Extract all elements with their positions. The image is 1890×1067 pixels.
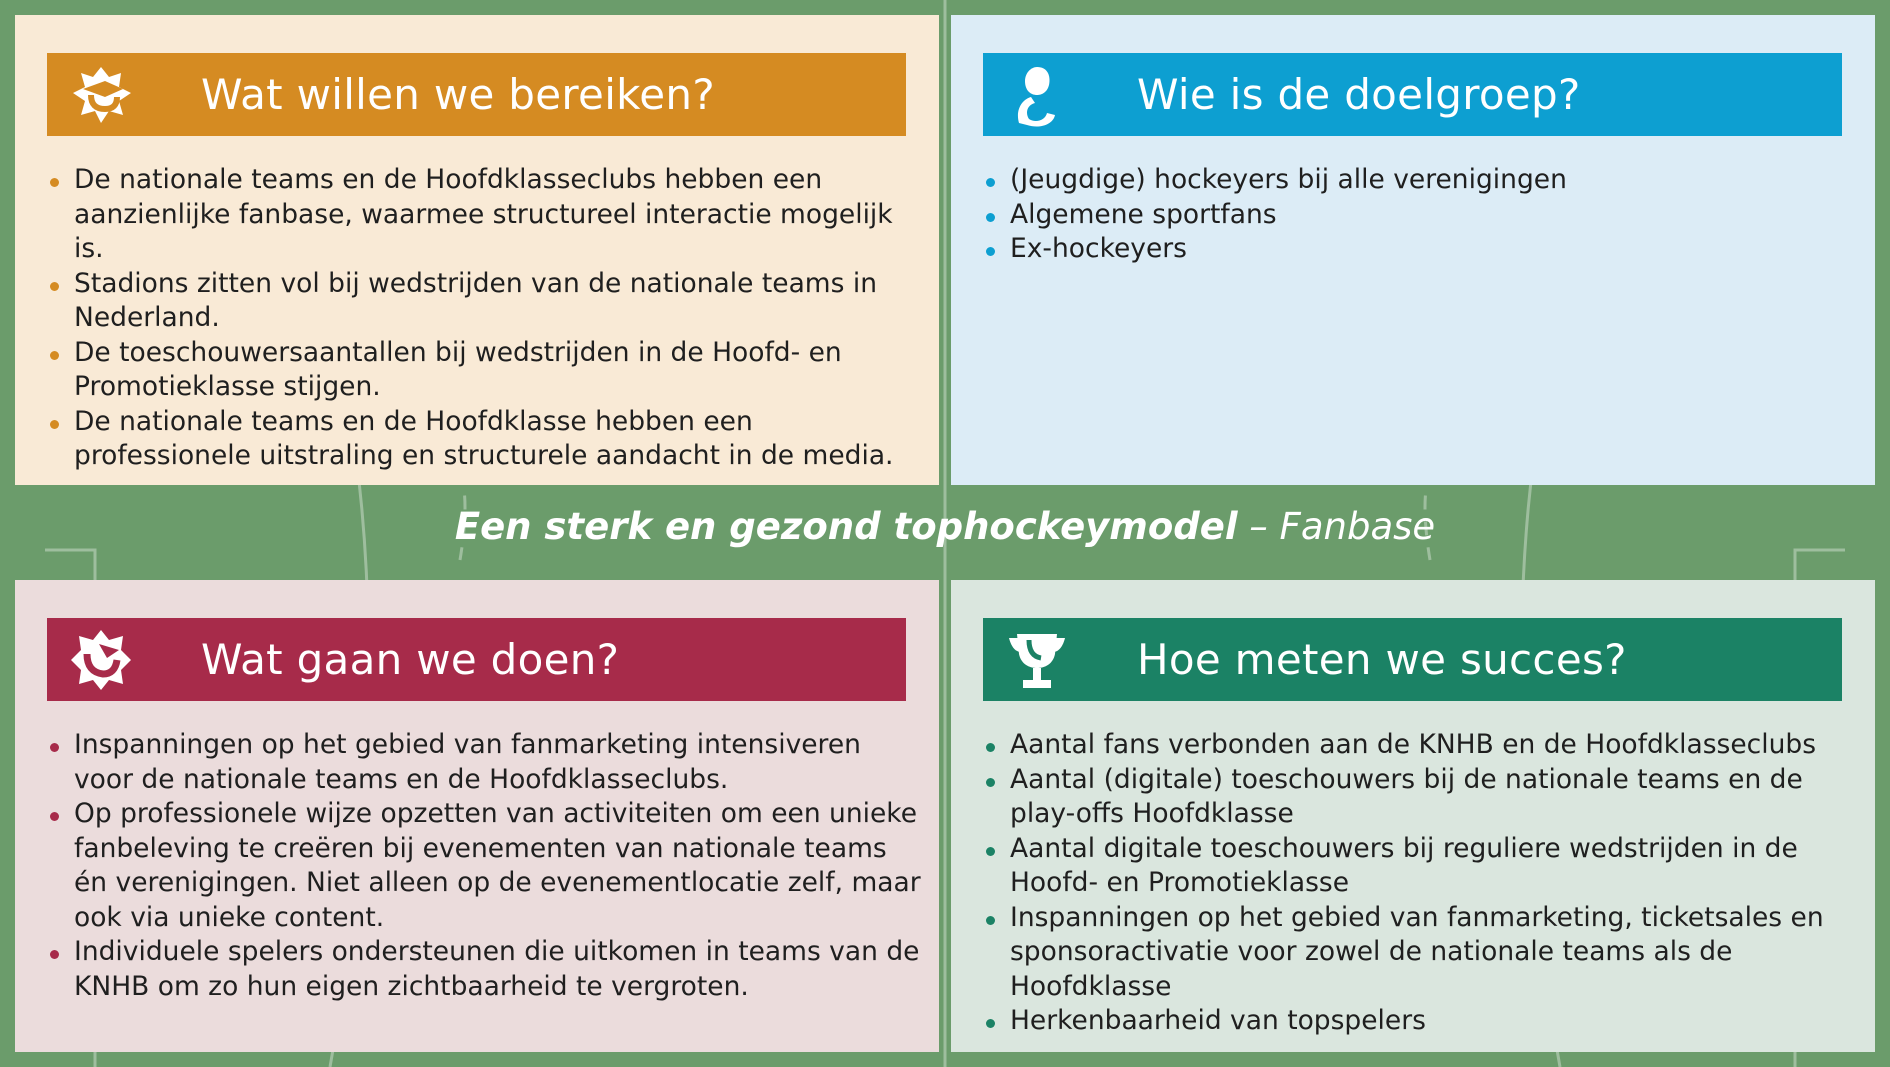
list-item: Aantal digitale toeschouwers bij reguliere wedstrijden in de Hoofd- en Promotieklasse bbox=[983, 832, 1863, 901]
list-item: De nationale teams en de Hoofdklasseclubs hebben een aanzienlijke fanbase, waarmee structureel interactie mogelijk is. bbox=[47, 163, 927, 267]
list-item: Inspanningen op het gebied van fanmarketing, ticketsales en sponsoractivatie voor zowel de nationale teams als de Hoofdklasse bbox=[983, 901, 1863, 1005]
list-item: Algemene sportfans bbox=[983, 198, 1863, 233]
measure-panel bbox=[951, 580, 1875, 1052]
starburst-check-icon bbox=[61, 618, 141, 701]
goal-panel bbox=[15, 15, 939, 485]
measure-title: Hoe meten we succes? bbox=[1137, 635, 1627, 684]
target-header bbox=[983, 53, 1842, 136]
list-item: Aantal fans verbonden aan de KNHB en de Hoofdklasseclubs bbox=[983, 728, 1863, 763]
title-suffix: – Fanbase bbox=[1237, 505, 1436, 548]
trophy-icon bbox=[997, 618, 1077, 701]
page-title bbox=[0, 505, 1890, 548]
do-panel bbox=[15, 580, 939, 1052]
list-item: Individuele spelers ondersteunen die uitkomen in teams van de KNHB om zo hun eigen zichtbaarheid te vergroten. bbox=[47, 935, 927, 1004]
graduation-cap-icon bbox=[61, 53, 141, 136]
list-item: Stadions zitten vol bij wedstrijden van de nationale teams in Nederland. bbox=[47, 267, 927, 336]
target-bullet-list bbox=[983, 163, 1863, 267]
do-bullet-list bbox=[47, 728, 927, 1004]
list-item: Ex-hockeyers bbox=[983, 232, 1863, 267]
do-header bbox=[47, 618, 906, 701]
list-item: De nationale teams en de Hoofdklasse hebben een professionele uitstraling en structurele aandacht in de media. bbox=[47, 405, 927, 474]
list-item: (Jeugdige) hockeyers bij alle verenigingen bbox=[983, 163, 1863, 198]
list-item: Op professionele wijze opzetten van activiteiten om een unieke fanbeleving te creëren bij evenementen van nationale teams én verenigingen. Niet alleen op de evenementlocatie zelf, maar ook via unieke content. bbox=[47, 797, 927, 935]
goal-bullet-list bbox=[47, 163, 927, 474]
list-item: Herkenbaarheid van topspelers bbox=[983, 1004, 1863, 1039]
goal-header bbox=[47, 53, 906, 136]
list-item: Inspanningen op het gebied van fanmarketing intensiveren voor de nationale teams en de Hoofdklasseclubs. bbox=[47, 728, 927, 797]
person-icon bbox=[997, 53, 1077, 136]
measure-bullet-list bbox=[983, 728, 1863, 1039]
goal-title: Wat willen we bereiken? bbox=[201, 70, 715, 119]
list-item: De toeschouwersaantallen bij wedstrijden in de Hoofd- en Promotieklasse stijgen. bbox=[47, 336, 927, 405]
target-title: Wie is de doelgroep? bbox=[1137, 70, 1581, 119]
title-main: Een sterk en gezond tophockeymodel bbox=[454, 505, 1238, 548]
target-panel bbox=[951, 15, 1875, 485]
do-title: Wat gaan we doen? bbox=[201, 635, 620, 684]
measure-header bbox=[983, 618, 1842, 701]
list-item: Aantal (digitale) toeschouwers bij de nationale teams en de play-offs Hoofdklasse bbox=[983, 763, 1863, 832]
